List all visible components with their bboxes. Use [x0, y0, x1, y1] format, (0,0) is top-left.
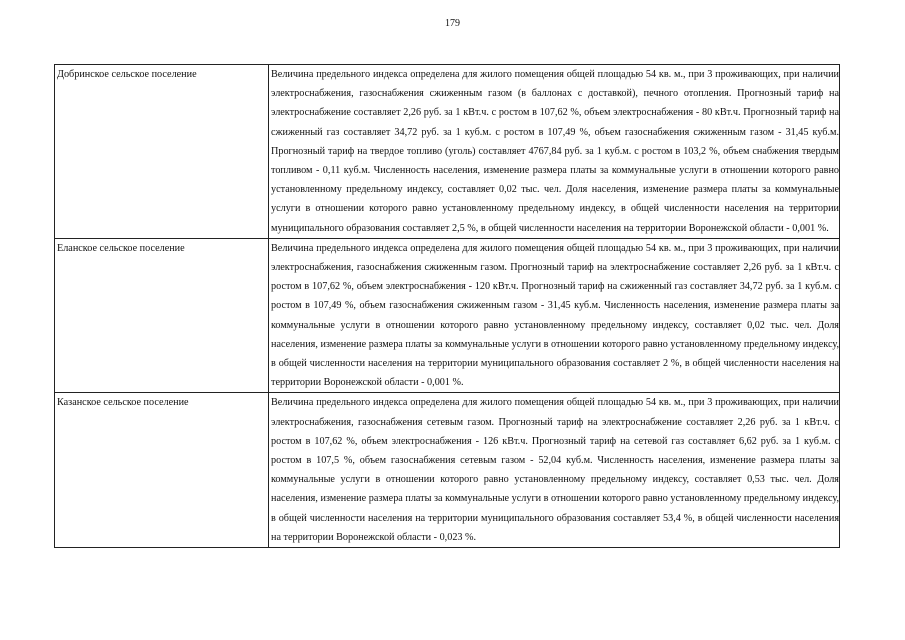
settlement-name-cell: Еланское сельское поселение: [55, 238, 269, 393]
table-row: [55, 65, 840, 239]
settlement-name-cell: Добринское сельское поселение: [55, 65, 269, 239]
page-number: 179: [445, 18, 460, 29]
description-cell: Величина предельного индекса определена для жилого помещения общей площадью 54 кв. м., при 3 проживающих, при наличии электроснабжения, газоснабжения сжиженным газом. Прогнозный тариф на электроснабжение составляет 2,26 руб. за 1 кВт.ч. с ростом в 107,62 %, объем электроснабжения - 120 кВт.ч. Прогнозный тариф на сжиженный газ составляет 34,72 руб. за 1 куб.м. с ростом в 107,49 %, объем газоснабжения сжиженным газом - 31,45 куб.м. Численность населения, изменение размера платы за коммунальные услуги в отношении которого равно установленному предельному индексу, составляет 0,02 тыс. чел. Доля населения, изменение размера платы за коммунальные услуги в отношении которого равно установленному предельному индексу, в общей численности населения на территории муниципального образования составляет 2 %, в общей численности населения на территории Воронежской области - 0,001 %.: [269, 238, 840, 393]
description-cell: Величина предельного индекса определена для жилого помещения общей площадью 54 кв. м., при 3 проживающих, при наличии электроснабжения, газоснабжения сетевым газом. Прогнозный тариф на электроснабжение составляет 2,26 руб. за 1 кВт.ч. с ростом в 107,62 %, объем электроснабжения - 126 кВт.ч. Прогнозный тариф на сетевой газ составляет 6,62 руб. за 1 куб.м. с ростом в 107,5 %, объем газоснабжения сетевым газом - 52,04 куб.м. Численность населения, изменение размера платы за коммунальные услуги в отношении которого равно установленному предельному индексу, составляет 0,53 тыс. чел. Доля населения, изменение размера платы за коммунальные услуги в отношении которого равно установленному предельному индексу, в общей численности населения на территории муниципального образования составляет 53,4 %, в общей численности населения на территории Воронежской области - 0,023 %.: [269, 393, 840, 548]
table-row: [55, 238, 840, 393]
description-cell: Величина предельного индекса определена для жилого помещения общей площадью 54 кв. м., при 3 проживающих, при наличии электроснабжения, газоснабжения сжиженным газом (в баллонах с доставкой), печного отопления. Прогнозный тариф на электроснабжение составляет 2,26 руб. за 1 кВт.ч. с ростом в 107,62 %, объем электроснабжения - 80 кВт.ч. Прогнозный тариф на сжиженный газ составляет 34,72 руб. за 1 куб.м. с ростом в 107,49 %, объем газоснабжения сжиженным газом - 31,45 куб.м. Прогнозный тариф на твердое топливо (уголь) составляет 4767,84 руб. за 1 куб.м. с ростом в 103,2 %, объем снабжения твердым топливом - 0,11 куб.м. Численность населения, изменение размера платы за коммунальные услуги в отношении которого равно установленному предельному индексу, составляет 0,02 тыс. чел. Доля населения, изменение размера платы за коммунальные услуги в отношении которого равно установленному предельному индексу, в общей численности населения на территории муниципального образования составляет 2,5 %, в общей численности населения на территории Воронежской области - 0,001 %.: [269, 65, 840, 239]
table-row: [55, 393, 840, 548]
settlement-name-cell: Казанское сельское поселение: [55, 393, 269, 548]
tariff-index-table: [54, 64, 840, 548]
